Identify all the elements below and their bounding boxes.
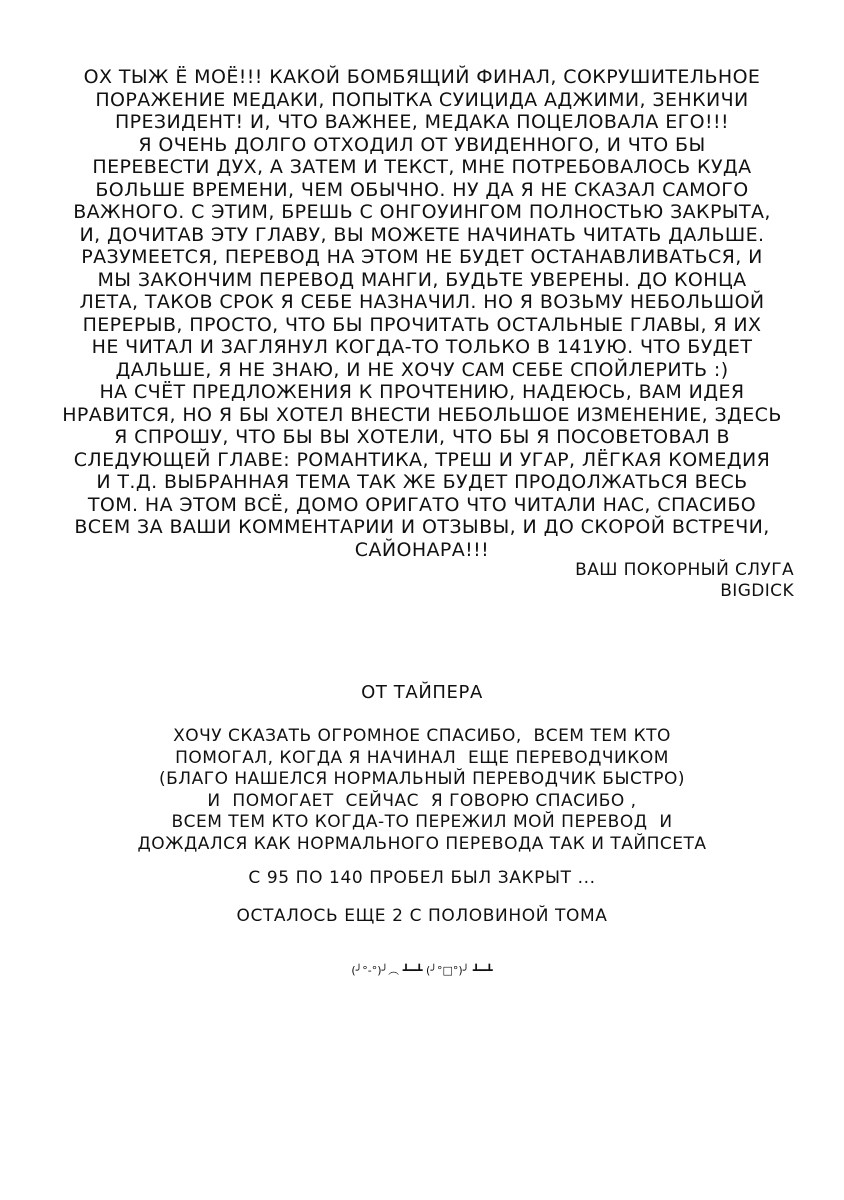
- note-text-line: САЙОНАРА!!!: [354, 538, 490, 561]
- note-text-line: ТОМ. НА ЭТОМ ВСЁ, ДОМО ОРИГАТО ЧТО ЧИТАЛИ НАС, СПАСИБО: [87, 493, 757, 516]
- typer-thanks-block: [60, 726, 784, 855]
- translator-note-block: [50, 66, 794, 561]
- note-text-line: ПЕРЕВЕСТИ ДУХ, А ЗАТЕМ И ТЕКСТ, МНЕ ПОТРЕБОВАЛОСЬ КУДА: [92, 156, 752, 178]
- typer-text-line: (БЛАГО НАШЕЛСЯ НОРМАЛЬНЫЙ ПЕРЕВОДЧИК БЫСТРО): [159, 769, 685, 789]
- typer-section-title: ОТ ТАЙПЕРА: [361, 682, 483, 703]
- note-text-line: ДАЛЬШЕ, Я НЕ ЗНАЮ, И НЕ ХОЧУ САМ СЕБЕ СПОЙЛЕРИТЬ :): [115, 358, 729, 381]
- note-text-line: И, ДОЧИТАВ ЭТУ ГЛАВУ, ВЫ МОЖЕТЕ НАЧИНАТЬ ЧИТАТЬ ДАЛЬШЕ.: [79, 223, 765, 246]
- note-text-line: ПОРАЖЕНИЕ МЕДАКИ, ПОПЫТКА СУИЦИДА АДЖИМИ, ЗЕНКИЧИ: [95, 88, 749, 111]
- note-text-line: Я ОЧЕНЬ ДОЛГО ОТХОДИЛ ОТ УВИДЕННОГО, И ЧТО БЫ: [138, 133, 706, 156]
- typer-text-line: И ПОМОГАЕТ СЕЙЧАС Я ГОВОРЮ СПАСИБО ,: [207, 790, 637, 811]
- typer-text-line: ДОЖДАЛСЯ КАК НОРМАЛЬНОГО ПЕРЕВОДА ТАК И ТАЙПСЕТА: [137, 833, 707, 854]
- typer-text-line: ВСЕМ ТЕМ КТО КОГДА-ТО ПЕРЕЖИЛ МОЙ ПЕРЕВОД И: [171, 812, 673, 832]
- note-text-line: РАЗУМЕЕТСЯ, ПЕРЕВОД НА ЭТОМ НЕ БУДЕТ ОСТАНАВЛИВАТЬСЯ, И: [81, 246, 763, 268]
- note-text-line: ВАЖНОГО. С ЭТИМ, БРЕШЬ С ОНГОУИНГОМ ПОЛНОСТЬЮ ЗАКРЫТА,: [73, 201, 771, 223]
- note-text-line: НЕ ЧИТАЛ И ЗАГЛЯНУЛ КОГДА-ТО ТОЛЬКО В 141УЮ. ЧТО БУДЕТ: [91, 336, 753, 358]
- note-text-line: СЛЕДУЮЩЕЙ ГЛАВЕ: РОМАНТИКА, ТРЕШ И УГАР, ЛЁГКАЯ КОМЕДИЯ: [73, 448, 771, 471]
- note-text-line: ЛЕТА, ТАКОВ СРОК Я СЕБЕ НАЗНАЧИЛ. НО Я ВОЗЬМУ НЕБОЛЬШОЙ: [79, 291, 765, 313]
- table-flip-kaomoji: (╯°-°)╯︵ ┻━┻ (╯°□°)╯ ┻━┻: [351, 964, 493, 977]
- note-text-line: ОХ ТЫЖ Ё МОЁ!!! КАКОЙ БОМБЯЩИЙ ФИНАЛ, СОКРУШИТЕЛЬНОЕ: [83, 66, 761, 88]
- note-text-line: НРАВИТСЯ, НО Я БЫ ХОТЕЛ ВНЕСТИ НЕБОЛЬШОЕ ИЗМЕНЕНИЕ, ЗДЕСЬ: [62, 403, 782, 426]
- note-text-line: ПЕРЕРЫВ, ПРОСТО, ЧТО БЫ ПРОЧИТАТЬ ОСТАЛЬНЫЕ ГЛАВЫ, Я ИХ: [82, 313, 762, 336]
- typer-text-line: ХОЧУ СКАЗАТЬ ОГРОМНОЕ СПАСИБО, ВСЕМ ТЕМ КТО: [173, 726, 671, 746]
- signature-line: ВАШ ПОКОРНЫЙ СЛУГА: [575, 560, 794, 580]
- note-text-line: И Т.Д. ВЫБРАННАЯ ТЕМА ТАК ЖЕ БУДЕТ ПРОДОЛЖАТЬСЯ ВЕСЬ: [96, 471, 748, 493]
- signature-name: BIGDICK: [720, 581, 794, 601]
- note-text-line: МЫ ЗАКОНЧИМ ПЕРЕВОД МАНГИ, БУДЬТЕ УВЕРЕНЫ. ДО КОНЦА: [97, 268, 747, 291]
- note-text-line: ВСЕМ ЗА ВАШИ КОММЕНТАРИИ И ОТЗЫВЫ, И ДО СКОРОЙ ВСТРЕЧИ,: [74, 516, 770, 538]
- typer-gap-closed-text: С 95 ПО 140 ПРОБЕЛ БЫЛ ЗАКРЫТ ...: [248, 868, 596, 888]
- note-text-line: Я СПРОШУ, ЧТО БЫ ВЫ ХОТЕЛИ, ЧТО БЫ Я ПОСОВЕТОВАЛ В: [114, 426, 730, 448]
- typer-text-line: ПОМОГАЛ, КОГДА Я НАЧИНАЛ ЕЩЕ ПЕРЕВОДЧИКОМ: [175, 747, 669, 768]
- typer-remaining-text: ОСТАЛОСЬ ЕЩЕ 2 С ПОЛОВИНОЙ ТОМА: [236, 906, 608, 926]
- signature-block: [575, 560, 794, 602]
- note-text-line: НА СЧЁТ ПРЕДЛОЖЕНИЯ К ПРОЧТЕНИЮ, НАДЕЮСЬ, ВАМ ИДЕЯ: [99, 381, 745, 403]
- note-text-line: ПРЕЗИДЕНТ! И, ЧТО ВАЖНЕЕ, МЕДАКА ПОЦЕЛОВАЛА ЕГО!!!: [114, 111, 730, 133]
- note-text-line: БОЛЬШЕ ВРЕМЕНИ, ЧЕМ ОБЫЧНО. НУ ДА Я НЕ СКАЗАЛ САМОГО: [95, 178, 749, 201]
